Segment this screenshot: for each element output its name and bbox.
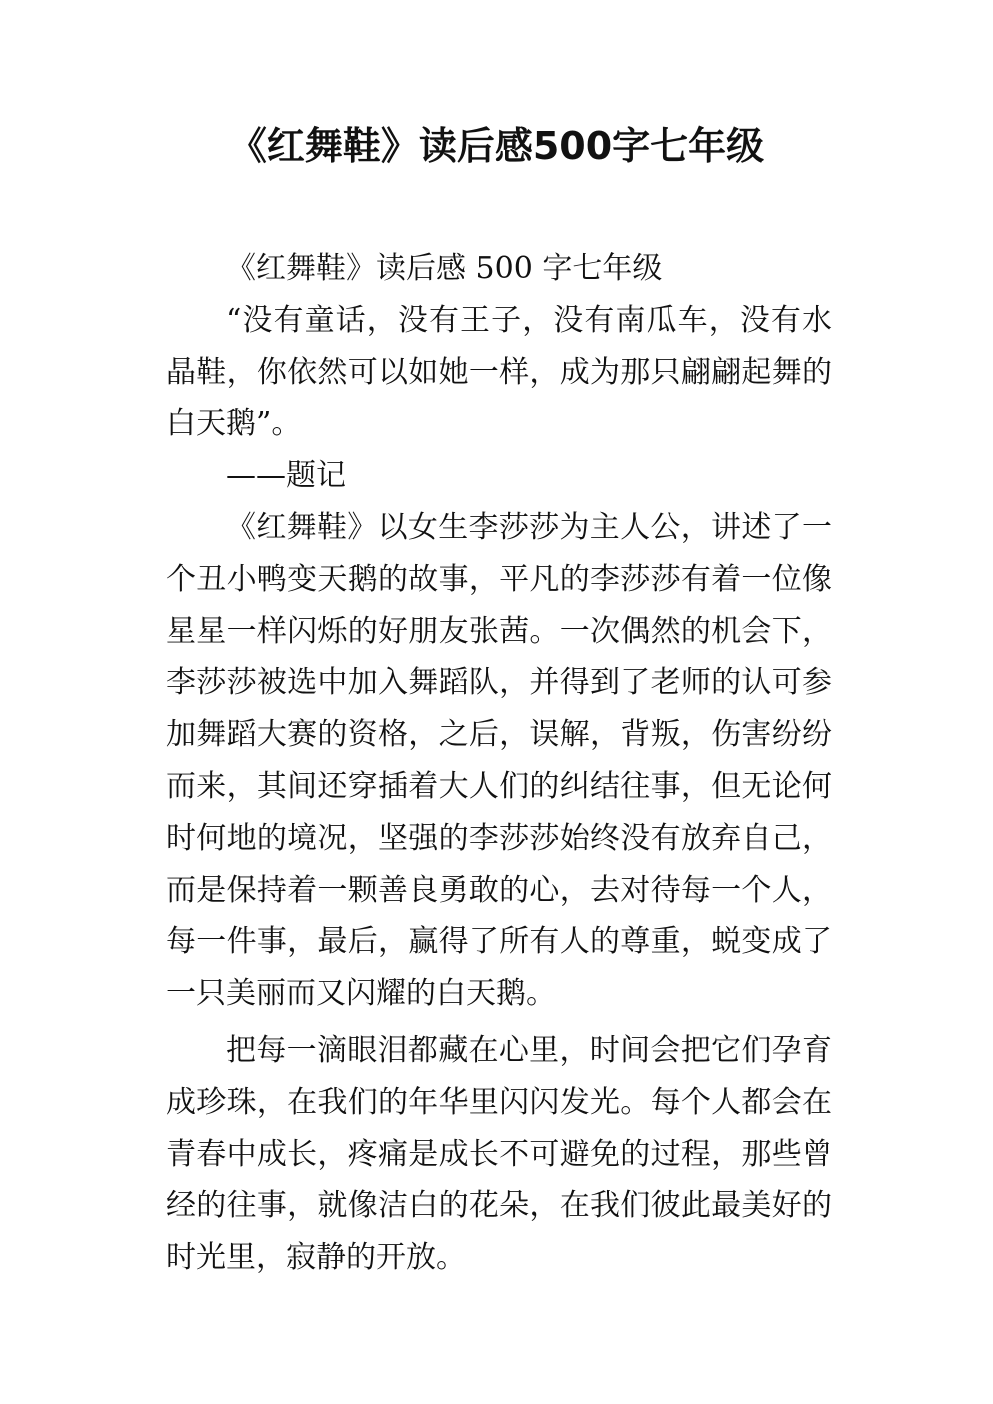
paragraph-epigraph-attribution: ——题记 (226, 458, 346, 494)
paragraph-summary: 《红舞鞋》以女生李莎莎为主人公，讲述了一个丑小鸭变天鹅的故事，平凡的李莎莎有着一位像星星一样闪烁的好朋友张茜。一次偶然的机会下，李莎莎被选中加入舞蹈队，并得到了老师的认可参加舞蹈大赛的资格，之后，误解，背叛，伤害纷纷而来，其间还穿插着大人们的纠结往事，但无论何时何地的境况，坚强的李莎莎始终没有放弃自己，而是保持着一颗善良勇敢的心，去对待每一个人，每一件事，最后，赢得了所有人的尊重，蜕变成了一只美丽而又闪耀的白天鹅。 (166, 509, 832, 1012)
paragraph-subtitle: 《红舞鞋》读后感 500 字七年级 (226, 251, 663, 286)
paragraph-reflection: 把每一滴眼泪都藏在心里，时间会把它们孕育成珍珠，在我们的年华里闪闪发光。每个人都会在青春中成长，疼痛是成长不可避免的过程，那些曾经的往事，就像洁白的花朵，在我们彼此最美好的时光里，寂静的开放。 (166, 1032, 832, 1276)
document-title: 《红舞鞋》读后感500字七年级 (228, 124, 765, 168)
paragraph-epigraph: “没有童话，没有王子，没有南瓜车，没有水晶鞋，你依然可以如她一样，成为那只翩翩起舞的白天鹅”。 (166, 302, 832, 442)
document-body (166, 243, 832, 1284)
